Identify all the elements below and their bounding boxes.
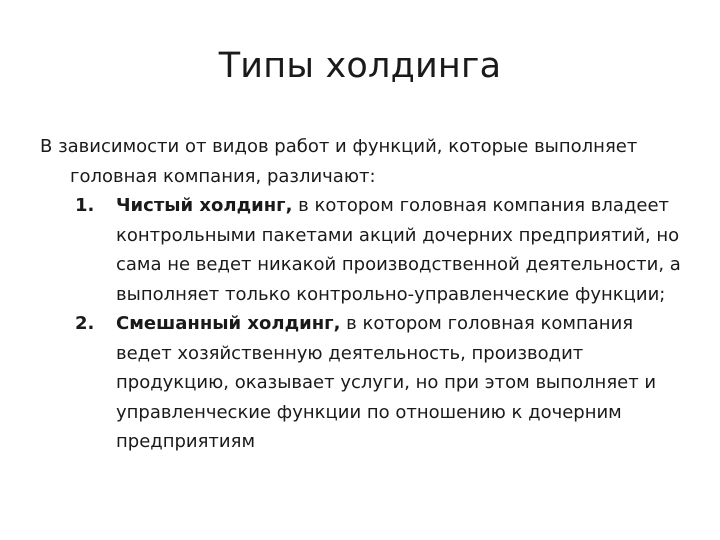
slide-content bbox=[40, 132, 690, 457]
item-description: в котором головная компания ведет хозяйственную деятельность, производит продукцию, оказывает услуги, но при этом выполняет и управленческие функции по отношению к дочерним предприятиям bbox=[116, 313, 657, 452]
list-number: 2. bbox=[75, 313, 95, 334]
slide-title: Типы холдинга bbox=[218, 46, 502, 86]
term-mixed-holding: Смешанный холдинг, bbox=[116, 313, 341, 334]
intro-paragraph: В зависимости от видов работ и функций, которые выполняет головная компания, различают: bbox=[40, 136, 638, 187]
term-pure-holding: Чистый холдинг, bbox=[116, 195, 293, 216]
list-number: 1. bbox=[75, 195, 95, 216]
list-item-mixed-holding bbox=[40, 309, 690, 457]
holding-types-list bbox=[40, 191, 690, 457]
list-item-pure-holding bbox=[40, 191, 690, 309]
item-description: в котором головная компания владеет контрольными пакетами акций дочерних предприятий, но сама не ведет никакой производственной деятельности, а выполняет только контрольно-управленческие функции; bbox=[116, 195, 681, 305]
